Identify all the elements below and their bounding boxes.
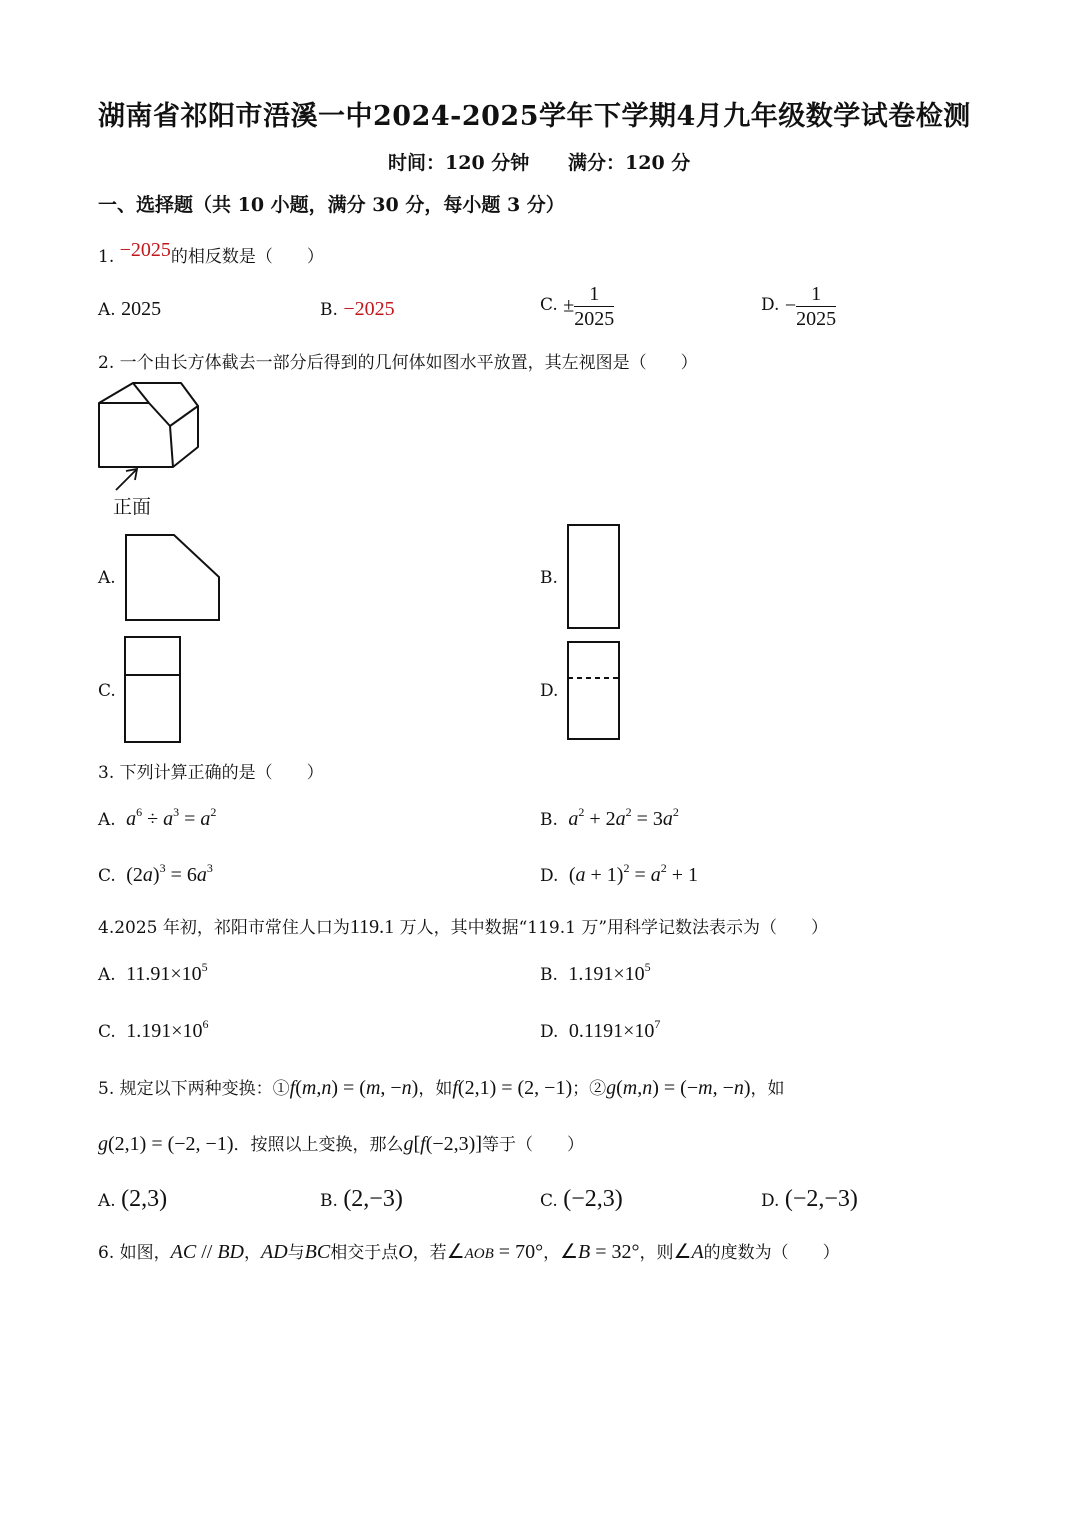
q5-text: ；② bbox=[572, 1079, 607, 1099]
question-number: 3. bbox=[98, 763, 115, 783]
q6-text: ， bbox=[543, 1243, 561, 1263]
mantissa: 1.191 bbox=[126, 1020, 172, 1042]
fraction-denominator: 2025 bbox=[574, 308, 615, 330]
q2-option-a-label[interactable]: A. bbox=[98, 568, 116, 588]
q2-option-c-label[interactable]: C. bbox=[98, 681, 116, 701]
q3-option-d[interactable] bbox=[540, 861, 699, 887]
q4-text: ”用科学记数法表示为（ ） bbox=[598, 918, 829, 938]
q1-text: 的相反数是（ ） bbox=[170, 247, 324, 267]
q5-f-definition: f(m,n) = (m, −n) bbox=[289, 1077, 419, 1099]
q2-option-d-label[interactable]: D. bbox=[540, 681, 559, 701]
mantissa: 0.1191 bbox=[568, 1020, 624, 1042]
option-letter: C. bbox=[540, 294, 558, 315]
question-3 bbox=[98, 758, 324, 783]
q4-option-c[interactable] bbox=[98, 1017, 209, 1043]
q6-text: ， bbox=[244, 1243, 261, 1263]
option-formula: $(2a)^3 = 6a^3$ bbox=[121, 861, 213, 886]
q1-expression: −2025 bbox=[119, 239, 171, 261]
q5-composite: g[f(−2,3)] bbox=[403, 1133, 482, 1155]
option-letter: C. bbox=[98, 866, 116, 886]
option-letter: B. bbox=[320, 300, 338, 320]
option-letter: D. bbox=[540, 866, 559, 886]
option-letter: A. bbox=[98, 300, 116, 320]
option-letter: A. bbox=[98, 1191, 116, 1211]
q5-option-a[interactable] bbox=[98, 1186, 167, 1213]
q3-option-b[interactable] bbox=[540, 805, 679, 831]
q5-option-d[interactable] bbox=[761, 1186, 858, 1213]
q6-text: 与 bbox=[287, 1243, 305, 1263]
q4-option-a[interactable] bbox=[98, 960, 208, 986]
q6-angle-a: ∠A bbox=[673, 1241, 704, 1263]
option-letter: D. bbox=[761, 294, 780, 315]
q4-quote: 119.1 万 bbox=[527, 918, 599, 938]
question-number: 5. bbox=[98, 1079, 115, 1099]
exponent: 5 bbox=[644, 960, 651, 974]
option-letter: D. bbox=[761, 1191, 780, 1211]
option-fraction bbox=[796, 284, 836, 330]
q5-text: 规定以下两种变换：① bbox=[119, 1079, 290, 1099]
q6-point: O bbox=[398, 1241, 413, 1263]
question-number: 6. bbox=[98, 1243, 115, 1263]
option-formula: $a^6 \div a^3 = a^2$ bbox=[126, 805, 217, 830]
q3-option-c[interactable] bbox=[98, 861, 213, 887]
question-number: 2. bbox=[98, 353, 115, 373]
option-value: (2,−3) bbox=[343, 1186, 403, 1212]
q5-text: ．按照以上变换，那么 bbox=[233, 1135, 404, 1155]
q2-option-b-label[interactable]: B. bbox=[540, 568, 558, 588]
question-4 bbox=[98, 913, 828, 939]
q2-option-a-figure[interactable] bbox=[124, 533, 224, 623]
option-value: 2025 bbox=[121, 298, 162, 320]
option-letter: A. bbox=[98, 810, 116, 830]
option-letter: B. bbox=[540, 965, 558, 985]
option-value: (−2,3) bbox=[563, 1186, 623, 1212]
option-formula: $1.191\times 10^6$ bbox=[126, 1017, 209, 1042]
q1-option-a[interactable] bbox=[98, 298, 161, 321]
fraction-numerator: 1 bbox=[574, 284, 614, 307]
page-title: 湖南省祁阳市浯溪一中2024-2025学年下学期4月九年级数学试卷检测 bbox=[98, 101, 971, 132]
section-heading: 一、选择题（共 10 小题，满分 30 分，每小题 3 分） bbox=[98, 194, 565, 216]
mantissa: 11.91 bbox=[126, 963, 171, 985]
q5-g-definition: g(m,n) = (−m, −n) bbox=[606, 1077, 751, 1099]
option-formula: $(a + 1)^2 = a^2 + 1$ bbox=[563, 861, 699, 886]
q4-text: 2025 年初，祁阳市常住人口为 bbox=[114, 918, 350, 938]
option-letter: B. bbox=[320, 1191, 338, 1211]
mantissa: 1.191 bbox=[568, 963, 614, 985]
option-prefix: − bbox=[784, 294, 797, 317]
q1-option-d[interactable] bbox=[761, 284, 836, 330]
exam-full-score: 满分：120 分 bbox=[568, 152, 691, 174]
q6-text: 的度数为（ ） bbox=[703, 1243, 840, 1263]
q2-text: 一个由长方体截去一部分后得到的几何体如图水平放置，其左视图是（ ） bbox=[119, 353, 698, 373]
q4-text: 万人，其中数据“ bbox=[394, 918, 528, 938]
q5-text: ，如 bbox=[418, 1079, 453, 1099]
q5-option-b[interactable] bbox=[320, 1186, 403, 1213]
q3-text: 下列计算正确的是（ ） bbox=[119, 763, 324, 783]
q6-segment-ad: AD bbox=[261, 1241, 288, 1263]
fraction-denominator: 2025 bbox=[796, 308, 837, 330]
question-number: 4. bbox=[98, 918, 115, 938]
q6-segment-bc: BC bbox=[304, 1241, 331, 1263]
option-letter: C. bbox=[98, 1022, 116, 1042]
question-2 bbox=[98, 348, 698, 373]
question-5 bbox=[98, 1074, 785, 1100]
q5-text: 等于（ ） bbox=[481, 1135, 584, 1155]
option-letter: A. bbox=[98, 965, 116, 985]
option-prefix: ± bbox=[563, 294, 575, 317]
q4-option-d[interactable] bbox=[540, 1017, 661, 1043]
q6-angle-b: ∠B = 32° bbox=[560, 1241, 640, 1263]
exam-time: 时间：120 分钟 bbox=[388, 152, 530, 174]
q5-g-example: g(2,1) = (−2, −1) bbox=[98, 1133, 234, 1155]
exponent: 7 bbox=[654, 1017, 661, 1031]
option-letter: B. bbox=[540, 810, 558, 830]
question-5-continued bbox=[98, 1130, 584, 1156]
q6-text: 相交于点 bbox=[330, 1243, 399, 1263]
exponent: 6 bbox=[202, 1017, 209, 1031]
q2-solid-figure bbox=[96, 378, 206, 473]
q2-option-b-figure[interactable] bbox=[566, 523, 622, 631]
q2-option-c-figure[interactable] bbox=[123, 635, 183, 747]
q4-option-b[interactable] bbox=[540, 960, 651, 986]
option-value: (−2,−3) bbox=[784, 1186, 858, 1212]
q2-option-d-figure[interactable] bbox=[566, 640, 622, 744]
q1-option-c[interactable] bbox=[540, 284, 614, 330]
option-formula: $11.91\times 10^5$ bbox=[126, 960, 208, 985]
question-number: 1. bbox=[98, 247, 115, 267]
q5-option-c[interactable] bbox=[540, 1186, 623, 1213]
q5-f-example: f(2,1) = (2, −1) bbox=[452, 1077, 573, 1099]
option-fraction bbox=[574, 284, 614, 330]
q6-text: ，若 bbox=[412, 1243, 447, 1263]
q6-parallel: AC // BD bbox=[170, 1241, 244, 1263]
option-value: −2025 bbox=[343, 298, 395, 320]
front-label: 正面 bbox=[113, 496, 152, 518]
option-letter: D. bbox=[540, 1022, 559, 1042]
option-formula: $1.191\times 10^5$ bbox=[568, 960, 651, 985]
option-letter: C. bbox=[540, 1191, 558, 1211]
q1-option-b[interactable] bbox=[320, 298, 395, 321]
q3-option-a[interactable] bbox=[98, 805, 217, 831]
option-formula: $0.1191\times 10^7$ bbox=[568, 1017, 661, 1042]
question-6 bbox=[98, 1238, 840, 1264]
fraction-numerator: 1 bbox=[796, 284, 836, 307]
option-value: (2,3) bbox=[121, 1186, 168, 1212]
exponent: 5 bbox=[201, 960, 208, 974]
q6-text: 如图， bbox=[119, 1243, 171, 1263]
q6-text: ，则 bbox=[639, 1243, 674, 1263]
question-1 bbox=[98, 239, 324, 268]
q4-value: 119.1 bbox=[349, 916, 395, 938]
option-formula: $a^2 + 2a^2 = 3a^2$ bbox=[568, 805, 679, 830]
q5-text: ，如 bbox=[750, 1079, 785, 1099]
q6-angle-aob: ∠AOB = 70° bbox=[446, 1241, 544, 1263]
